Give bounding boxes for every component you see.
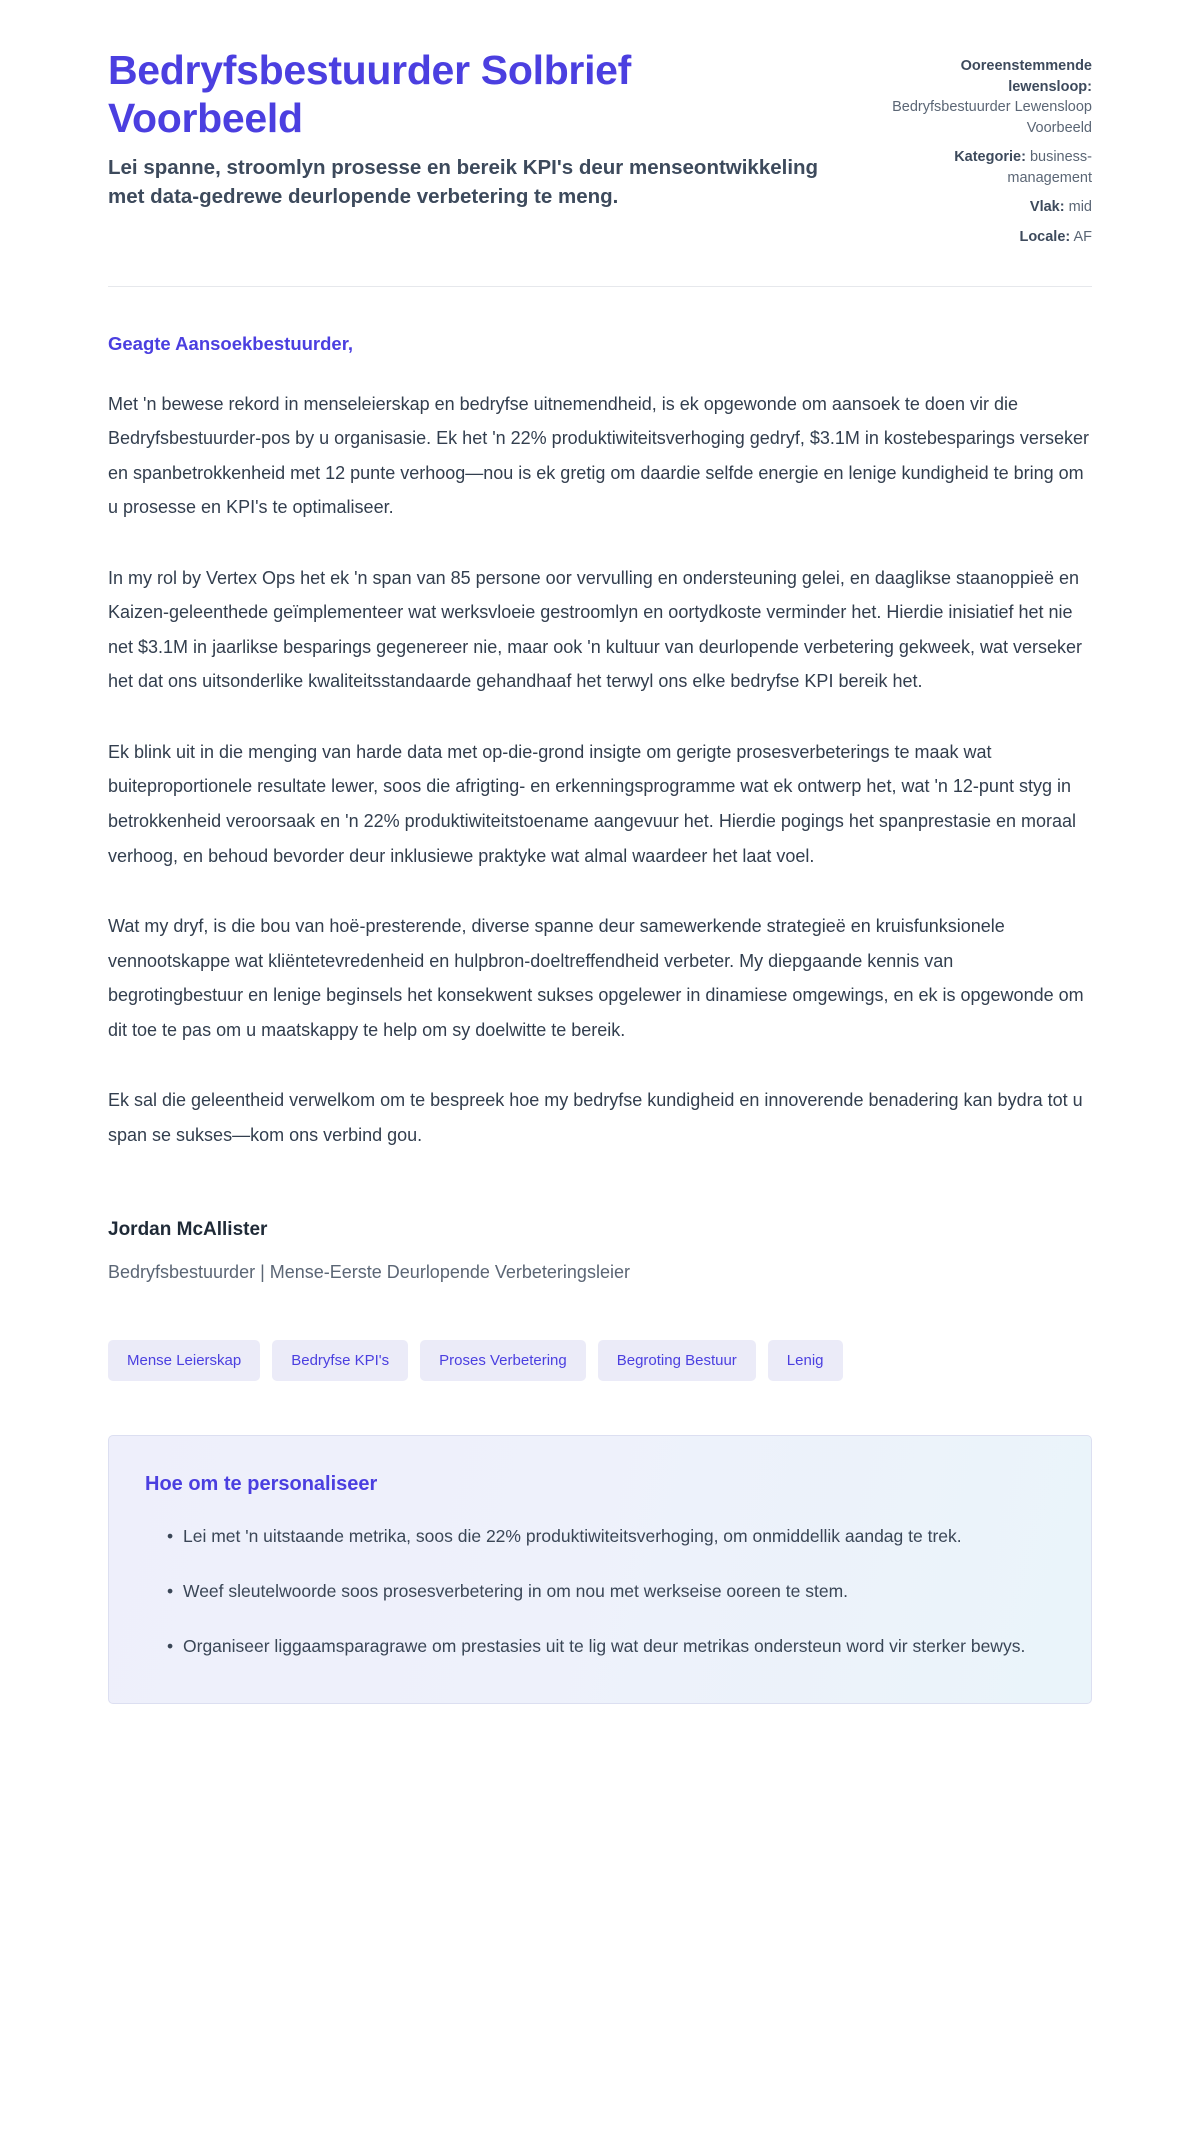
page-title: Bedryfsbestuurder Solbrief Voorbeeld [108, 47, 632, 142]
meta-value-matching-resume: Bedryfsbestuurder Lewensloop Voorbeeld [892, 99, 1092, 136]
document-metadata [892, 46, 1092, 248]
callout-tip-item: • Organiseer liggaamsparagrawe om prestasies uit te lig wat deur metrikas ondersteun word vir sterker bewys. [167, 1630, 1055, 1663]
tag-chip[interactable]: Begroting Bestuur [598, 1340, 756, 1381]
callout-tip-list [145, 1520, 1055, 1663]
letter-paragraph: Met 'n bewese rekord in menseleierskap en bedryfse uitnemendheid, is ek opgewonde om aansoek te doen vir die Bedryfsbestuurder-pos by u organisasie. Ek het 'n 22% produktiwiteitsverhoging gedryf, $3.1M in kostebesparings verseker en spanbetrokkenheid met 12 punte verhoog—nou is ek gretig om daardie selfde energie en lenige kundigheid te bring om u prosesse en KPI's te optimaliseer. [108, 393, 1089, 518]
meta-value-locale: AF [1073, 229, 1092, 246]
signature-block [108, 1216, 1092, 1286]
meta-value-level: mid [1068, 199, 1092, 216]
meta-row-category [892, 147, 1092, 188]
meta-label-level: Vlak: [1029, 199, 1065, 216]
meta-label-category: Kategorie: [954, 149, 1026, 166]
personalization-callout [108, 1435, 1092, 1704]
salutation: Geagte Aansoekbestuurder, [108, 332, 354, 354]
signature-name: Jordan McAllister [108, 1219, 268, 1241]
callout-title: Hoe om te personaliseer [145, 1472, 378, 1495]
signature-role: Bedryfsbestuurder | Mense-Eerste Deurlopende Verbeteringsleier [108, 1261, 630, 1282]
document-header [108, 46, 1092, 248]
letter-paragraph: Wat my dryf, is die bou van hoë-presterende, diverse spanne deur samewerkende strategieë en kruisfunksionele vennootskappe wat kliëntetevredenheid en hulpbron-doeltreffendheid verbeter. My diepgaande kennis van begrotingbestuur en lenige beginsels het konsekwent sukses opgelewer in dinamiese omgewings, en ek is opgewonde om dit toe te pas om u maatskappy te help om sy doelwitte te bereik. [108, 916, 1084, 1040]
letter-paragraph: Ek blink uit in die menging van harde data met op-die-grond insigte om gerigte prosesverbeterings te maak wat buiteproportionele resultate lewer, soos die afrigting- en erkenningsprogramme wat ek ontwerp het, wat 'n 12-punt styg in betrokkenheid veroorsaak en 'n 22% produktiwiteitstoename aangevuur het. Hierdie pogings het spanprestasie en moraal verhoog, en behoud bevorder deur inklusiewe praktyke wat almal waardeer het laat voel. [108, 741, 1077, 866]
tag-list [108, 1340, 1092, 1381]
meta-row-locale [892, 227, 1092, 248]
tag-chip[interactable]: Proses Verbetering [420, 1340, 586, 1381]
meta-value-category: business-management [1007, 149, 1092, 186]
meta-row-level [892, 197, 1092, 218]
tag-chip[interactable]: Lenig [768, 1340, 843, 1381]
tag-chip[interactable]: Mense Leierskap [108, 1340, 260, 1381]
callout-tip-item: • Weef sleutelwoorde soos prosesverbetering in om nou met werkseise ooreen te stem. [167, 1575, 1055, 1608]
callout-tip-item: • Lei met 'n uitstaande metrika, soos die 22% produktiwiteitsverhoging, om onmiddellik aandag te trek. [167, 1520, 1055, 1553]
meta-label-matching-resume: Ooreenstemmende lewensloop: [960, 58, 1092, 95]
meta-label-locale: Locale: [1019, 229, 1071, 246]
meta-row-matching-resume [892, 56, 1092, 138]
letter-body [108, 287, 1092, 1286]
tag-chip[interactable]: Bedryfse KPI's [272, 1340, 408, 1381]
header-text-block [108, 46, 820, 211]
letter-paragraph: In my rol by Vertex Ops het ek 'n span van 85 persone oor vervulling en ondersteuning gelei, en daaglikse staanoppieë en Kaizen-geleenthede geïmplementeer wat werksvloeie gestroomlyn en oortydkoste verminder het. Hierdie inisiatief het nie net $3.1M in jaarlikse besparings gegenereer nie, maar ook 'n kultuur van deurlopende verbetering gekweek, wat verseker het dat ons uitsonderlike kwaliteitsstandaarde gehandhaaf het terwyl ons elke bedryfse KPI bereik het. [108, 567, 1082, 692]
letter-paragraph: Ek sal die geleentheid verwelkom om te bespreek hoe my bedryfse kundigheid en innoverende benadering kan bydra tot u span se sukses—kom ons verbind gou. [108, 1090, 1083, 1145]
page-subtitle: Lei spanne, stroomlyn prosesse en bereik KPI's deur menseontwikkeling met data-gedrewe deurlopende verbetering te meng. [108, 155, 819, 208]
